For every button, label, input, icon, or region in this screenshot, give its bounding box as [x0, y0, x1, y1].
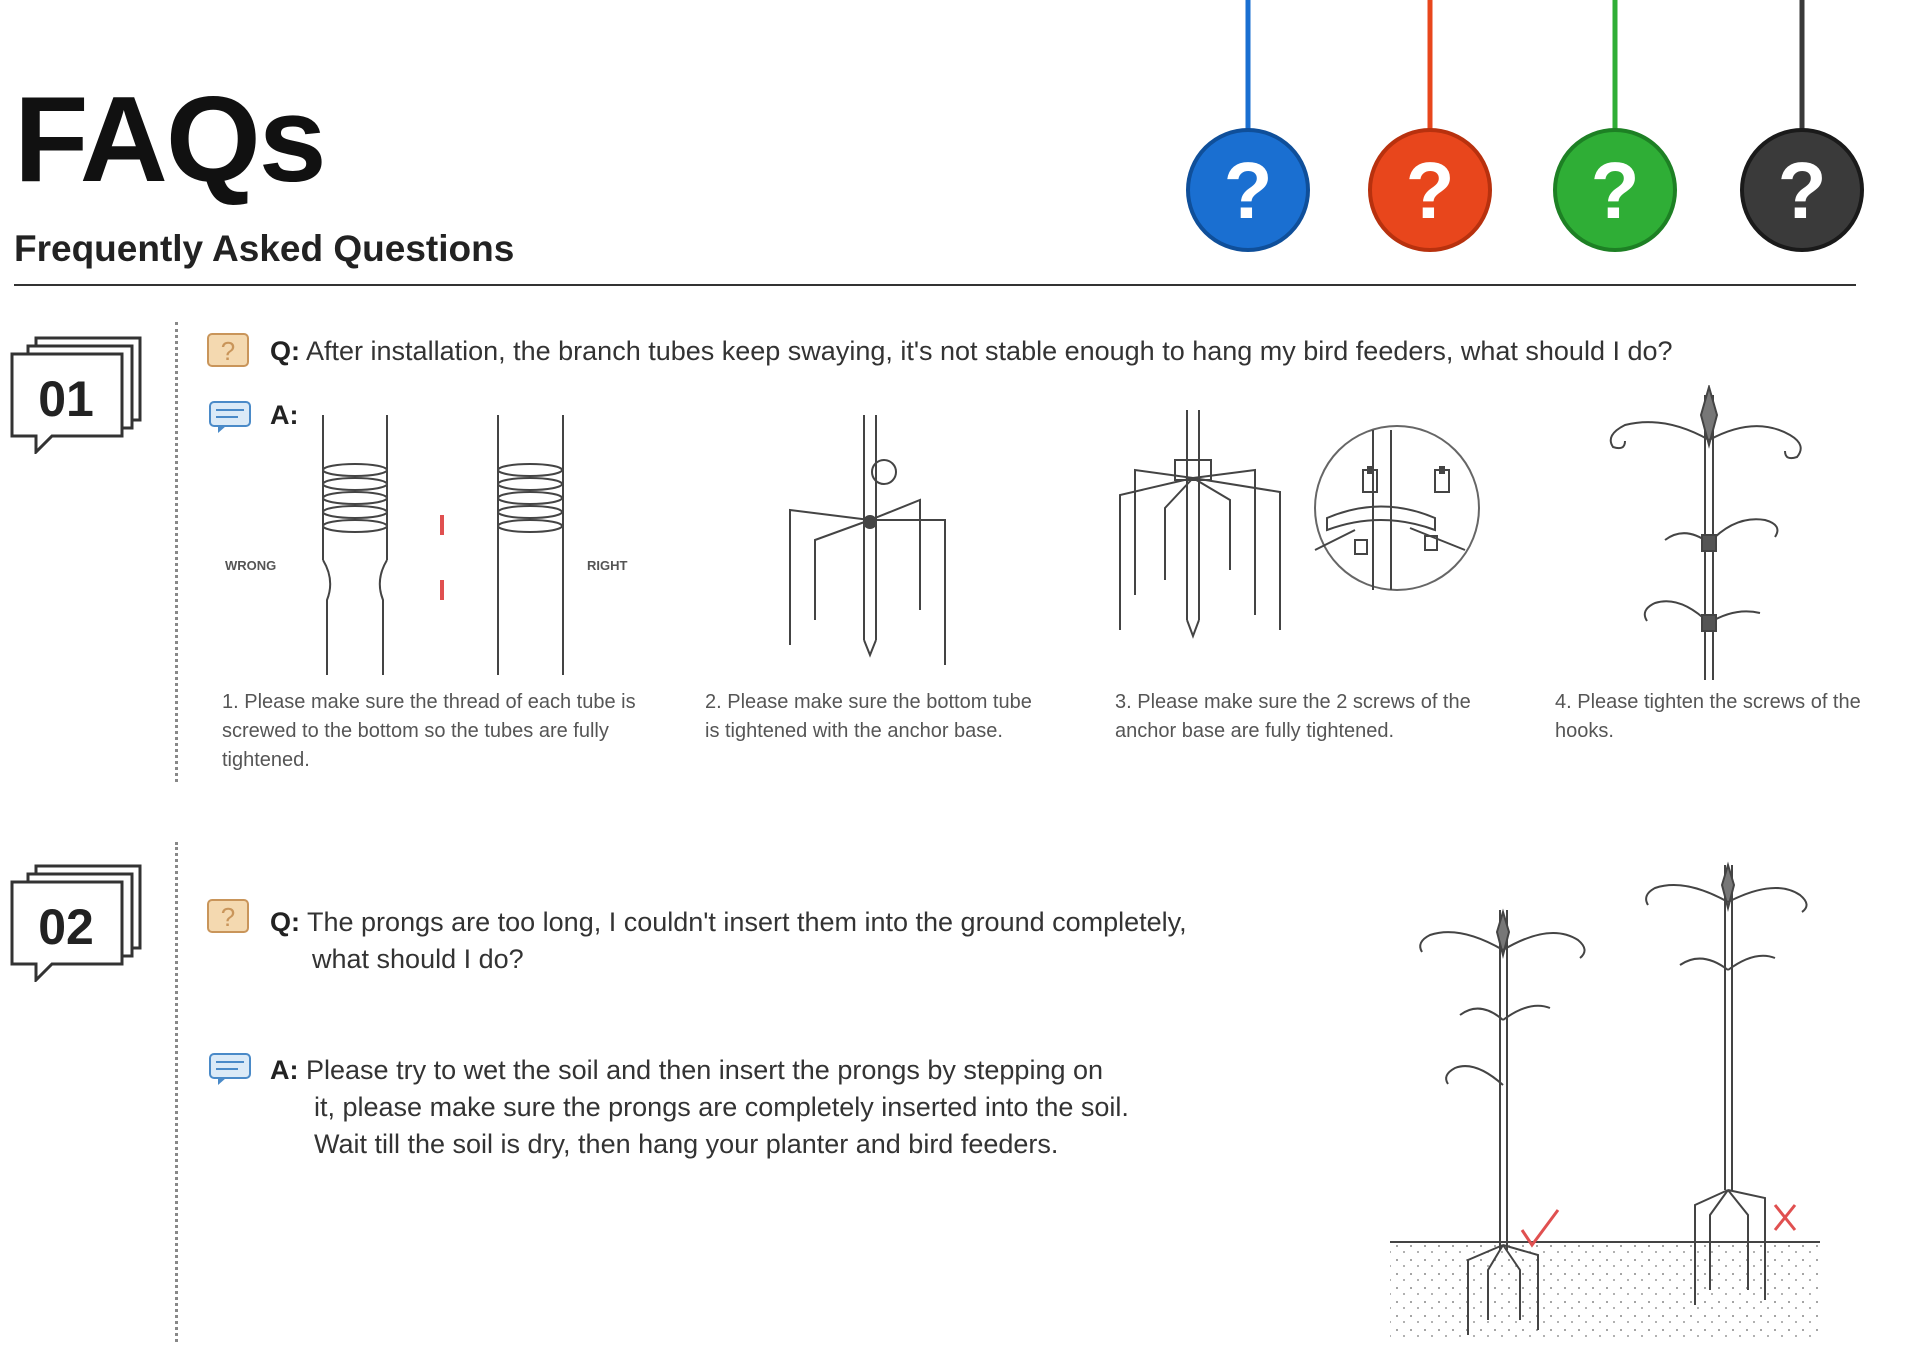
wrong-label: WRONG [225, 558, 277, 573]
anchor-base-diagram [780, 410, 960, 680]
right-label: RIGHT [587, 558, 628, 573]
answer-text-02: A: Please try to wet the soil and then insert the prongs by stepping on it, please make sure the prongs are completely inserted into the soil. Wait till the soil is dry, then hang your planter and bird feeders. [270, 1055, 1129, 1159]
answer-icon [208, 1050, 252, 1086]
page-title: FAQs [14, 71, 325, 207]
header-divider [14, 284, 1856, 286]
number-card-01 [8, 334, 144, 454]
thread-tube-diagram [215, 410, 665, 680]
dotted-divider [175, 322, 178, 782]
faq-number-01: 01 [38, 371, 94, 427]
prong-insertion-diagram [1380, 850, 1830, 1350]
step-caption-1: 1. Please make sure the thread of each tube is screwed to the bottom so the tubes are fully tightened. [222, 691, 636, 771]
svg-text:?: ? [1223, 146, 1273, 235]
pole-hooks-diagram [1585, 385, 1825, 685]
step-caption-2: 2. Please make sure the bottom tube is tightened with the anchor base. [705, 691, 1032, 742]
step-caption-3: 3. Please make sure the 2 screws of the anchor base are fully tightened. [1115, 691, 1471, 742]
question-text-01: Q: After installation, the branch tubes keep swaying, it's not stable enough to hang my bird feeders, what should I do? [270, 336, 1673, 366]
anchor-screws-diagram [1105, 400, 1495, 650]
question-bubbles [1160, 0, 1880, 270]
cross-mark-icon [1775, 1205, 1795, 1230]
check-mark-icon [1522, 1210, 1558, 1245]
svg-text:?: ? [1405, 146, 1455, 235]
question-icon [206, 898, 250, 934]
svg-text:?: ? [1777, 146, 1827, 235]
answer-label-01: A: [270, 400, 299, 430]
question-text-02: Q: The prongs are too long, I couldn't insert them into the ground completely, what should I do? [270, 907, 1187, 974]
dotted-divider [175, 842, 178, 1342]
question-bubble-black-icon [1742, 0, 1862, 250]
svg-text:?: ? [1590, 146, 1640, 235]
question-bubble-orange-icon [1370, 0, 1490, 250]
svg-text:?: ? [220, 336, 236, 366]
svg-text:?: ? [220, 902, 236, 932]
question-bubble-blue-icon [1188, 0, 1308, 250]
faq-number-02: 02 [38, 899, 94, 955]
question-icon [206, 332, 250, 368]
question-bubble-green-icon [1555, 0, 1675, 250]
page-subtitle: Frequently Asked Questions [14, 228, 515, 269]
number-card-02 [8, 862, 144, 982]
pole-incorrect [1646, 865, 1806, 1305]
step-caption-4: 4. Please tighten the screws of the hooks. [1555, 691, 1861, 742]
